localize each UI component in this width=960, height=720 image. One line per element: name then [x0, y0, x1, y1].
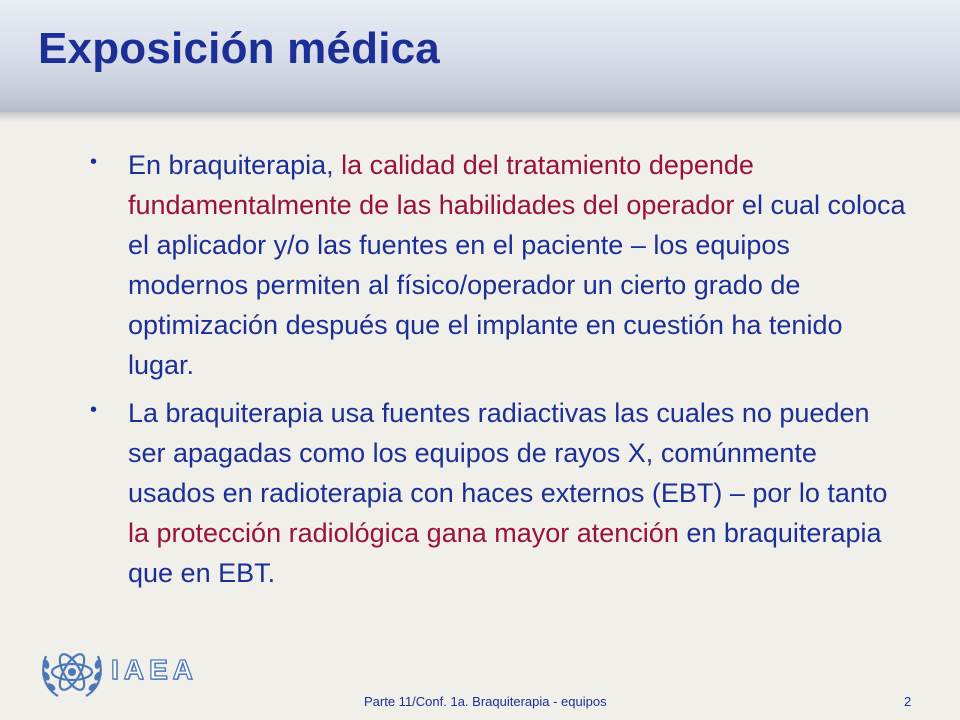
- bullet-icon: •: [90, 151, 98, 173]
- bullet-item: [88, 145, 908, 385]
- iaea-logo: [36, 636, 236, 708]
- logo-text: IAEA: [111, 654, 198, 685]
- bullet-list: [88, 145, 908, 601]
- footer-text: Parte 11/Conf. 1a. Braquiterapia - equipos: [364, 694, 607, 709]
- bullet-text-segment: el cual coloca el aplicador y/o las fuentes en el paciente – los equipos modernos permiten al físico/operador un cierto grado de optimización después que el implante en cuestión ha tenido lugar.: [128, 190, 906, 380]
- bullet-item: [88, 393, 908, 593]
- bullet-text-segment: La braquiterapia usa fuentes radiactivas las cuales no pueden ser apagadas como los equipos de rayos X, comúnmente usados en radioterapia con haces externos (EBT) – por lo tanto: [128, 398, 888, 508]
- bullet-icon: •: [90, 399, 98, 421]
- iaea-atom-laurel-icon: [36, 636, 108, 708]
- slide-title: Exposición médica: [38, 24, 440, 73]
- bullet-text-segment: en braquiterapia que en EBT.: [128, 518, 882, 588]
- page-number: 2: [904, 694, 912, 709]
- bullet-text-highlight: la protección radiológica gana mayor atención: [128, 518, 679, 548]
- bullet-text-segment: En braquiterapia,: [128, 150, 342, 180]
- header-shadow: [0, 112, 960, 122]
- bullet-text-highlight: la calidad del tratamiento depende fundamentalmente de las habilidades del operador: [128, 150, 754, 220]
